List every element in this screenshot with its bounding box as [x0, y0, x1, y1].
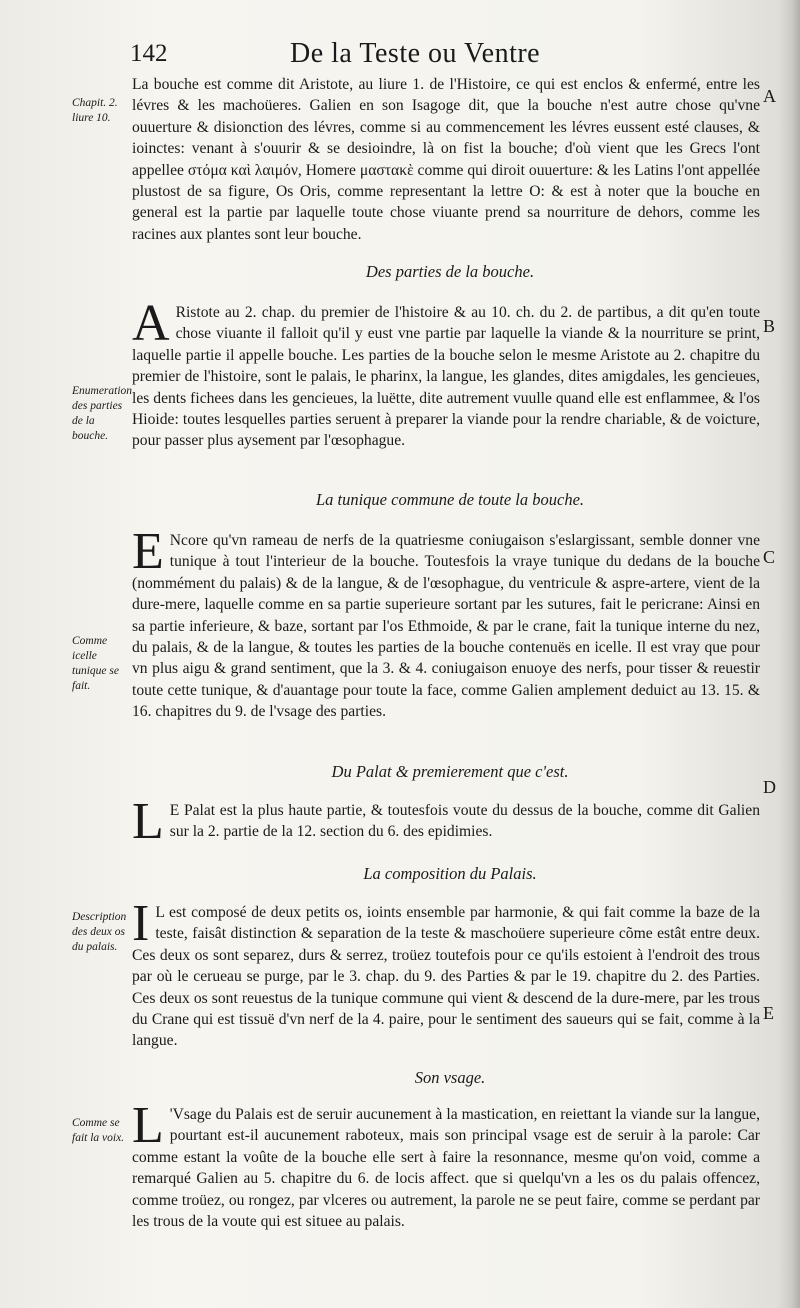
margin-note-2: Enumeration des parties de la bouche. [72, 385, 133, 442]
opening-paragraph: La bouche est comme dit Aristote, au liure 1. de l'Histoire, ce qui est enclos & enfermé, entre les lévres & les machoüeres. Galien en son Isagoge dit, que la bouche n'est autre chose qu'vne ouuerture & disionction des lévres, comme si au commencement les lévres eussent esté clauses, & ioinctes: venant à s'ouurir & se desioindre, là on fist la bouche; d'où vient que les Grecs l'ont appellee στόμα καὶ λαιμόν, Homere μαστακὲ comme qui diroit ouuerture: & les Latins l'ont appellée plustost de sa figure, Os Oris, comme representant la lettre O: & est à noter que la bouche en general est la partie par laquelle toute chose viuante prend sa nourriture de dehors, comme les racines aux plantes sont leur bouche. [132, 76, 760, 243]
page-number: 142 [130, 40, 168, 67]
margin-note-4: Description des deux os du palais. [72, 911, 127, 953]
section-paragraph-composition [132, 895, 760, 1052]
margin-letter-c: C [763, 547, 776, 567]
margin-note-5: Comme se fait la voix. [72, 1117, 125, 1144]
dropcap: A [132, 295, 170, 352]
margin-letter-d: D [763, 777, 776, 797]
section-paragraph-vsage [132, 1097, 760, 1232]
paragraph-text: 'Vsage du Palais est de seruir aucunement à la mastication, en reiettant la viande sur la langue, pourtant est-il aucunement raboteux, mais son principal vsage est de seruir à la parole: Car comme estant la voûte de la bouche elle sert à faire la resonnance, mesme qu'on void, comme a remarqué Galien au 5. chapitre du 6. de locis affect. que si quelqu'vn a les os du palais offencez, comme troüez, ou rongez, par vlceres ou autrement, la parole ne se peut faire, comme se perdant par les trous de la voute qui est situee au palais. [132, 1106, 760, 1231]
margin-letter-b: B [763, 316, 776, 336]
section-heading-palat: Du Palat & premierement que c'est. [331, 762, 569, 781]
section-heading-vsage: Son vsage. [414, 1068, 486, 1087]
margin-note-3: Comme icelle tunique se fait. [72, 635, 119, 692]
dropcap: I [132, 895, 150, 952]
section-heading-parties: Des parties de la bouche. [365, 262, 535, 281]
paragraph-text: E Palat est la plus haute partie, & toutesfois voute du dessus de la bouche, comme dit Galien sur la 2. partie de la 12. section du 6. des epidimies. [169, 802, 760, 841]
paragraph-text: Ncore qu'vn rameau de nerfs de la quatriesme coniugaison s'eslargissant, semble donner vne tunique à tout l'interieur de la bouche. Toutesfois la vraye tunique du dedans de la bouche (nommément du palais) & de la langue, & de l'œsophague, du ventricule & aspre-artere, vient de la dure-mere, laquelle comme en sa partie superieure sortant par les sutures, fait le pericrane: Ainsi en sa partie inferieure, & baze, sortant par l'os Ethmoide, & par le crane, fait la tunique interne du nez, du palais, & de la langue, & toutes les parties de la bouche contenuës en icelle. Il est vray que pour vn plus aigu & grand sentiment, que la 3. & 4. coniugaison enuoye des nerfs, pour tisser & reuestir toute cette tunique, & d'auantage pour toute la face, comme Galien amplement deduict au 13. 15. & 16. chapitres du 9. de l'vsage des parties. [132, 532, 760, 721]
section-heading-tunique: La tunique commune de toute la bouche. [315, 490, 585, 509]
margin-note-1: Chapit. 2. liure 10. [72, 97, 118, 124]
margin-letter-e: E [763, 1003, 774, 1023]
dropcap: L [132, 793, 164, 850]
section-paragraph-tunique [132, 523, 760, 723]
section-paragraph-palat [132, 793, 760, 850]
section-paragraph-parties [132, 295, 760, 452]
margin-letter-a: A [763, 86, 776, 106]
section-heading-composition: La composition du Palais. [363, 864, 537, 883]
paragraph-text: L est composé de deux petits os, ioints ensemble par harmonie, & qui fait comme la baze de la teste, faisât distinction & separation de la teste & maschoüere superieure cõme estât entre deux. Ces deux os sont separez, durs & serrez, troüez toutefois pour ce qu'ils estoient à l'endroit des trous par où le cerueau se purge, par le 3. chap. du 9. des Parties & par le 19. chapitre du 2. des Parties. Ces deux os sont reuestus de la tunique commune qui vient & descend de la dure-mere, par les trous du Crane qui est tissuë d'vn nerf de la 4. paire, pour le sentiment des saueurs qui se fait, comme à la langue. [132, 904, 760, 1050]
dropcap: L [132, 1097, 164, 1154]
dropcap: E [132, 523, 164, 580]
paragraph-text: Ristote au 2. chap. du premier de l'histoire & au 10. ch. du 2. de partibus, a dit qu'en toute chose viuante il falloit qu'il y eust vne partie par laquelle la viande & la nourriture se print, laquelle partie il appelle bouche. Les parties de la bouche selon le mesme Aristote au 2. chapitre du premier de l'histoire, sont le palais, le pharinx, la langue, les glandes, dites amigdales, les gencieues, les dents fichees dans les gencieues, la luëtte, dite autrement vuulle quand elle est enflammee, & l'os Hioide: toutes lesquelles parties seruent à preparer la viande pour la rendre chariable, & de voicture, pour passer plus aysement par l'œsophague. [132, 304, 760, 450]
running-title: De la Teste ou Ventre [290, 38, 541, 69]
page-edge-shadow [778, 0, 800, 1308]
